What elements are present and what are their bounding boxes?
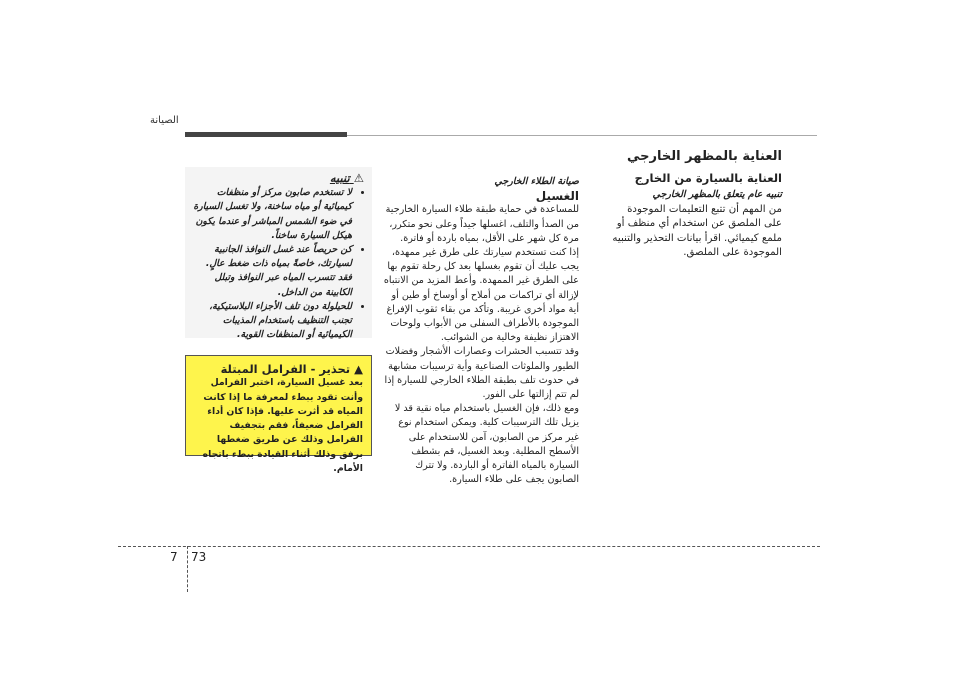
header-bar (185, 132, 347, 137)
paragraph: للمساعدة في حماية طبقة طلاء السيارة الخارجية من الصدأ والتلف، اغسلها جيداً وعلى نحو متكرر، مرة كل شهر على الأقل، بمياه باردة أو فاترة. (385, 204, 579, 244)
paragraph: وقد تتسبب الحشرات وعصارات الأشجار وفضلات الطيور والملوثات الصناعية وأية ترسيبات مشابهة في حدوث تلف بطبقة الطلاء الخارجي للسيارة إذا لم تتم إزالتها على الفور. (384, 346, 579, 401)
note-heading: تنبيه عام يتعلق بالمظهر الخارجي (652, 189, 782, 200)
warning-title-row (194, 362, 363, 376)
right-column (606, 150, 782, 261)
footer-rule (118, 546, 820, 547)
section-label: صيانة الطلاء الخارجي (494, 176, 579, 187)
middle-column (383, 175, 579, 487)
caution-item: • للحيلولة دون تلف الأجزاء البلاستيكية، تجنب التنظيف باستخدام المذيبات الكيميائية أو المنظفات القوية. (193, 300, 352, 343)
page-title: العناية بالمظهر الخارجي (627, 149, 782, 164)
caution-title: تنبيه (329, 171, 350, 185)
caution-item: • كن حريصاً عند غسل النوافذ الجانبية لسيارتك، خاصةً بمياه ذات ضغط عالٍ. فقد تتسرب المياه عبر النوافذ وتبلل الكابينة من الداخل. (193, 243, 352, 300)
section-heading: العناية بالسيارة من الخارج (634, 170, 782, 185)
header-rule (347, 135, 817, 136)
footer-divider (187, 546, 188, 592)
paragraph: ومع ذلك، فإن الغسيل باستخدام مياه نقية قد لا يزيل تلك الترسيبات كلية. ويمكن استخدام نوع غير مركز من الصابون، آمن للاستخدام على الأسطح المطلية. وبعد الغسيل، قم بشطف السيارة بالمياه الفاترة أو الباردة. ولا تترك الصابون يجف على طلاء السيارة. (394, 403, 579, 486)
warning-title: تحذير - الفرامل المبتلة (220, 362, 351, 376)
chapter-number: 7 (170, 550, 178, 564)
warning-triangle-icon: ⚠ (353, 171, 364, 185)
paragraph: إذا كنت تستخدم سيارتك على طرق غير ممهدة، يجب عليك أن تقوم بغسلها بعد كل رحلة تقوم بها على الطرق غير الممهدة. وأعط المزيد من الانتباه لإزالة أي تراكمات من أملاح أو أوساخ أو طين أو أية مواد أخرى غريبة. وتأكد من بقاء ثقوب الإفراغ الموجودة بالأطراف السفلى من الأبواب ولوحات الاهتزاز نظيفة وخالية من الشوائب. (383, 247, 579, 344)
running-header: الصيانة (150, 115, 179, 126)
caution-item: • لا تستخدم صابون مركز أو منظفات كيميائية أو مياه ساخنة، ولا تغسل السيارة في ضوء الشمس المباشر أو عندما يكون هيكل السيارة ساخناً. (193, 186, 352, 243)
washing-heading: الغسيل (535, 189, 579, 204)
caution-title-row (193, 171, 364, 185)
warning-filled-icon: ▲ (354, 362, 363, 376)
body-text: من المهم أن تتبع التعليمات الموجودة على الملصق عن استخدام أي منظف أو ملمع كيميائي. اقرأ بيانات التحذير والتنبيه الموجودة على الملصق. (612, 203, 782, 258)
warning-box (185, 355, 372, 475)
page-number: 73 (191, 550, 207, 564)
caution-box (185, 167, 372, 341)
warning-body: بعد غسيل السيارة، اختبر الفرامل وأنت تقود ببطء لمعرفة ما إذا كانت المياه قد أثرت عليها. فإذا كان أداء الفرامل ضعيفاً، فقم بتجفيف الفرامل وذلك عن طريق ضغطها برفق وذلك أثناء القيادة ببطء باتجاه الأمام. (202, 377, 363, 475)
